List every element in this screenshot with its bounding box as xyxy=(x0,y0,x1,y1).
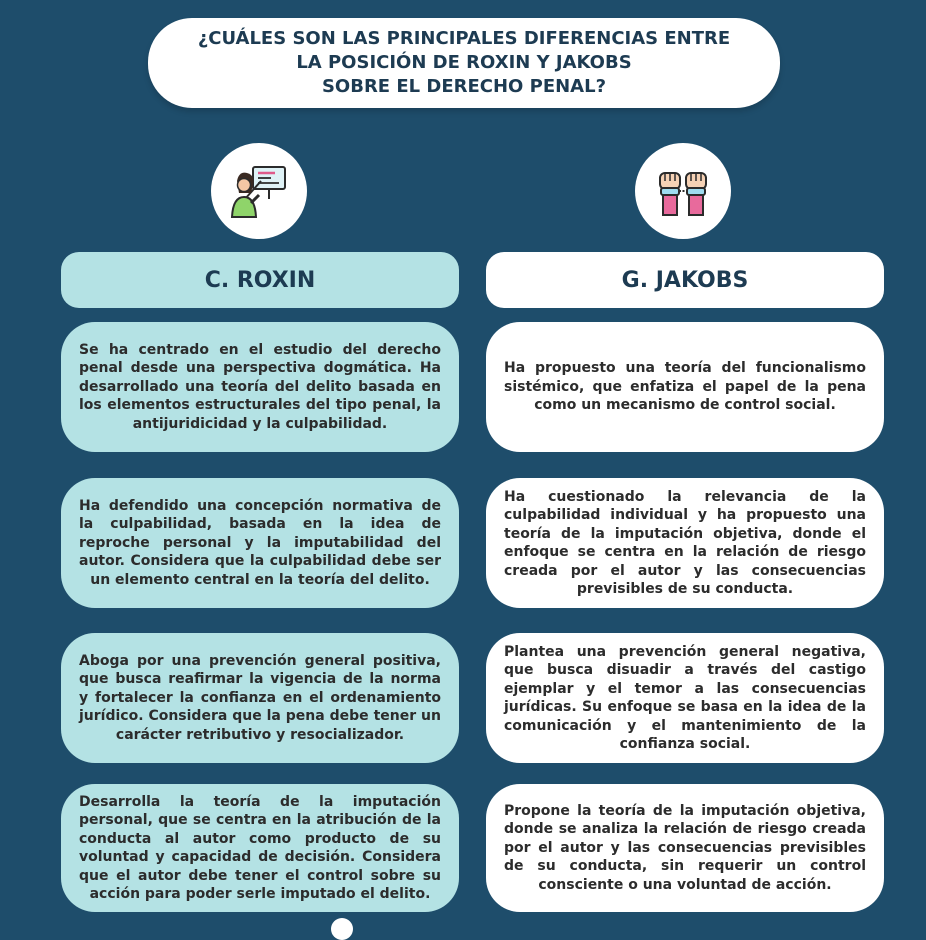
roxin-card-2 xyxy=(61,478,459,608)
teacher-presentation-icon xyxy=(227,159,291,223)
handcuffed-fists-icon xyxy=(651,159,715,223)
roxin-icon-circle xyxy=(211,143,307,239)
jakobs-card-4-text: Propone la teoría de la imputación objetiva, donde se analiza la relación de riesgo creada por el autor y las consecuencias previsibles de su conducta, sin requerir un control consciente o una voluntad de acción. xyxy=(504,802,866,893)
jakobs-heading: G. JAKOBS xyxy=(486,252,884,308)
title-line-1: ¿CUÁLES SON LAS PRINCIPALES DIFERENCIAS ENTRE xyxy=(197,28,731,49)
title-line-2: LA POSICIÓN DE ROXIN Y JAKOBS xyxy=(296,52,632,73)
jakobs-icon-circle xyxy=(635,143,731,239)
roxin-card-4 xyxy=(61,784,459,912)
title-line-3: SOBRE EL DERECHO PENAL? xyxy=(321,76,607,97)
jakobs-card-3-text: Plantea una prevención general negativa, que busca disuadir a través del castigo ejemplar y el temor a las consecuencias jurídicas. Su enfoque se basa en la idea de la comunicación y el mantenimiento de la confianza social. xyxy=(504,643,866,752)
jakobs-card-2-text: Ha cuestionado la relevancia de la culpabilidad individual y ha propuesto una teoría de la imputación objetiva, donde el enfoque se centra en la relación de riesgo creada por el autor y las consecuencias previsibles de su conducta. xyxy=(504,488,866,597)
roxin-heading: C. ROXIN xyxy=(61,252,459,308)
title-box xyxy=(148,18,780,108)
roxin-card-3-text: Aboga por una prevención general positiva, que busca reafirmar la vigencia de la norma y fortalecer la confianza en el ordenamiento jurídico. Considera que la pena debe tener un carácter retributivo y resocializador. xyxy=(79,652,441,743)
roxin-card-4-text: Desarrolla la teoría de la imputación personal, que se centra en la atribución de la conducta al autor como producto de su voluntad y capacidad de decisión. Considera que el autor debe tener el control sobre su acción para poder serle imputado el delito. xyxy=(79,793,441,902)
jakobs-card-4 xyxy=(486,784,884,912)
roxin-card-1-text: Se ha centrado en el estudio del derecho penal desde una perspectiva dogmática. Ha desarrollado una teoría del delito basada en los elementos estructurales del tipo penal, la antijuridicidad y la culpabilidad. xyxy=(79,341,441,432)
roxin-card-2-text: Ha defendido una concepción normativa de la culpabilidad, basada en la idea de reproche personal y la imputabilidad del autor. Considera que la culpabilidad debe ser un elemento central en la teoría del delito. xyxy=(79,497,441,588)
jakobs-card-2 xyxy=(486,478,884,608)
page-title xyxy=(198,27,730,99)
roxin-card-3 xyxy=(61,633,459,763)
roxin-card-1 xyxy=(61,322,459,452)
jakobs-card-1-text: Ha propuesto una teoría del funcionalismo sistémico, que enfatiza el papel de la pena como un mecanismo de control social. xyxy=(504,360,866,414)
bottom-decoration xyxy=(331,918,353,940)
jakobs-card-1 xyxy=(486,322,884,452)
jakobs-card-3 xyxy=(486,633,884,763)
